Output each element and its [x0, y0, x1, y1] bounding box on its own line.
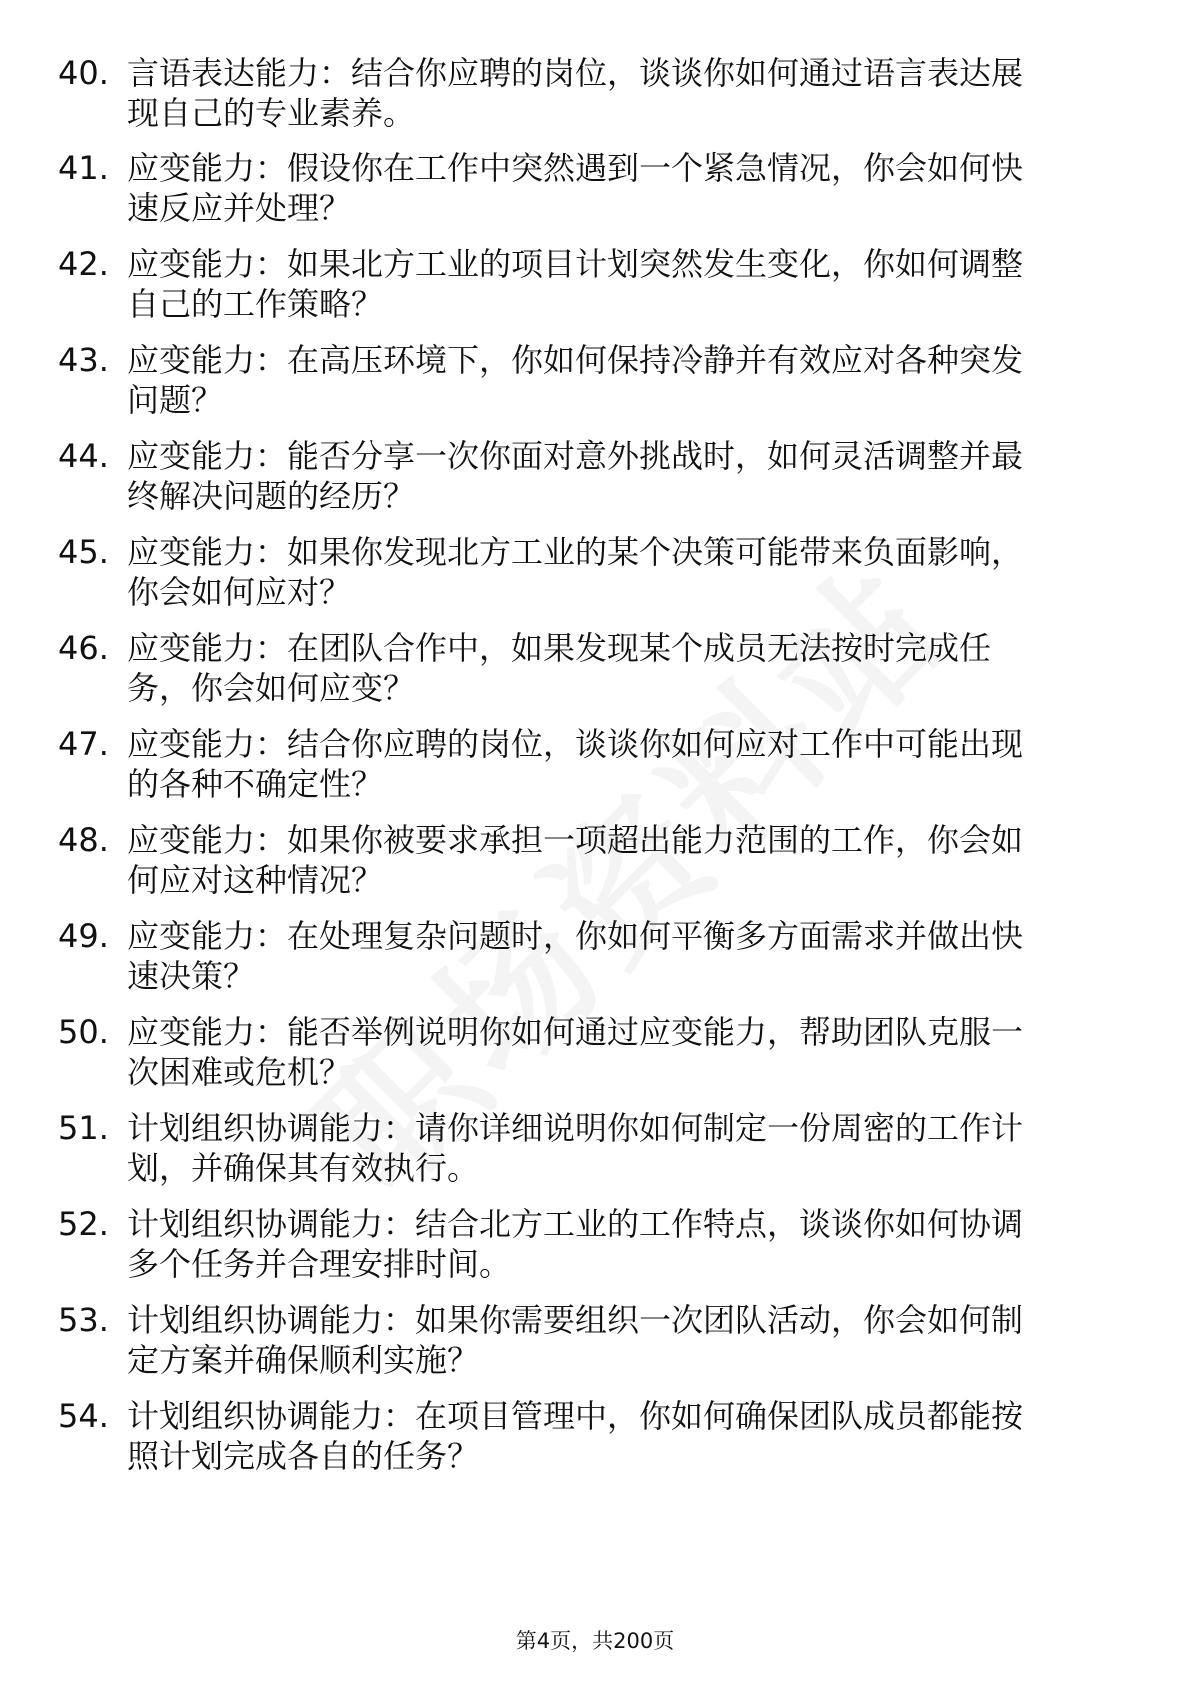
question-text: [127, 244, 1112, 324]
question-number: 42.: [58, 245, 109, 283]
question-text: [127, 436, 1112, 516]
question-line: 速反应并处理？: [127, 189, 352, 227]
question-line: 应变能力：能否分享一次你面对意外挑战时，如何灵活调整并最: [127, 437, 1024, 475]
question-number: 49.: [58, 917, 109, 955]
question-number: 46.: [58, 629, 109, 667]
question-text: [127, 148, 1112, 228]
question-line: 务，你会如何应变？: [127, 669, 416, 707]
question-line: 应变能力：假设你在工作中突然遇到一个紧急情况，你会如何快: [127, 149, 1024, 187]
question-text: [127, 532, 1112, 612]
question-line: 定方案并确保顺利实施？: [127, 1341, 480, 1379]
question-line: 何应对这种情况？: [127, 861, 384, 899]
question-text: [127, 820, 1112, 900]
page-footer: [0, 1627, 1190, 1655]
question-text: [127, 1108, 1112, 1188]
question-line: 计划组织协调能力：请你详细说明你如何制定一份周密的工作计: [127, 1109, 1024, 1147]
question-text: [127, 724, 1112, 804]
question-line: 你会如何应对？: [127, 573, 352, 611]
question-number: 50.: [58, 1013, 109, 1051]
question-line: 问题？: [127, 381, 224, 419]
question-number: 43.: [58, 341, 109, 379]
question-line: 应变能力：结合你应聘的岗位，谈谈你如何应对工作中可能出现: [127, 725, 1024, 763]
question-line: 计划组织协调能力：结合北方工业的工作特点，谈谈你如何协调: [127, 1205, 1024, 1243]
question-number: 51.: [58, 1109, 109, 1147]
question-number: 54.: [58, 1397, 109, 1435]
question-line: 划，并确保其有效执行。: [127, 1149, 480, 1187]
question-line: 应变能力：能否举例说明你如何通过应变能力，帮助团队克服一: [127, 1013, 1024, 1051]
question-text: [127, 53, 1112, 133]
question-number: 40.: [58, 54, 109, 92]
question-line: 终解决问题的经历？: [127, 477, 416, 515]
question-line: 照计划完成各自的任务？: [127, 1437, 480, 1475]
question-number: 45.: [58, 533, 109, 571]
question-text: [127, 628, 1112, 708]
question-text: [127, 1204, 1112, 1284]
page-number-label: 第4页，共200页: [515, 1629, 675, 1653]
question-number: 44.: [58, 437, 109, 475]
question-number: 41.: [58, 149, 109, 187]
question-number: 48.: [58, 821, 109, 859]
question-line: 应变能力：如果你被要求承担一项超出能力范围的工作，你会如: [127, 821, 1024, 859]
question-line: 言语表达能力：结合你应聘的岗位，谈谈你如何通过语言表达展: [127, 54, 1024, 92]
question-line: 应变能力：如果北方工业的项目计划突然发生变化，你如何调整: [127, 245, 1024, 283]
question-line: 计划组织协调能力：如果你需要组织一次团队活动，你会如何制: [127, 1301, 1024, 1339]
question-line: 应变能力：在处理复杂问题时，你如何平衡多方面需求并做出快: [127, 917, 1024, 955]
question-line: 多个任务并合理安排时间。: [127, 1245, 512, 1283]
question-line: 的各种不确定性？: [127, 765, 384, 803]
question-line: 应变能力：如果你发现北方工业的某个决策可能带来负面影响，: [127, 533, 1024, 571]
question-line: 速决策？: [127, 957, 256, 995]
question-text: [127, 1396, 1112, 1476]
question-text: [127, 1012, 1112, 1092]
question-number: 47.: [58, 725, 109, 763]
question-line: 自己的工作策略？: [127, 285, 384, 323]
question-line: 计划组织协调能力：在项目管理中，你如何确保团队成员都能按: [127, 1397, 1024, 1435]
question-line: 次困难或危机？: [127, 1053, 352, 1091]
question-number: 52.: [58, 1205, 109, 1243]
question-line: 现自己的专业素养。: [127, 94, 416, 132]
question-line: 应变能力：在团队合作中，如果发现某个成员无法按时完成任: [127, 629, 992, 667]
question-line: 应变能力：在高压环境下，你如何保持冷静并有效应对各种突发: [127, 341, 1024, 379]
question-text: [127, 1300, 1112, 1380]
question-text: [127, 916, 1112, 996]
question-number: 53.: [58, 1301, 109, 1339]
question-text: [127, 340, 1112, 420]
